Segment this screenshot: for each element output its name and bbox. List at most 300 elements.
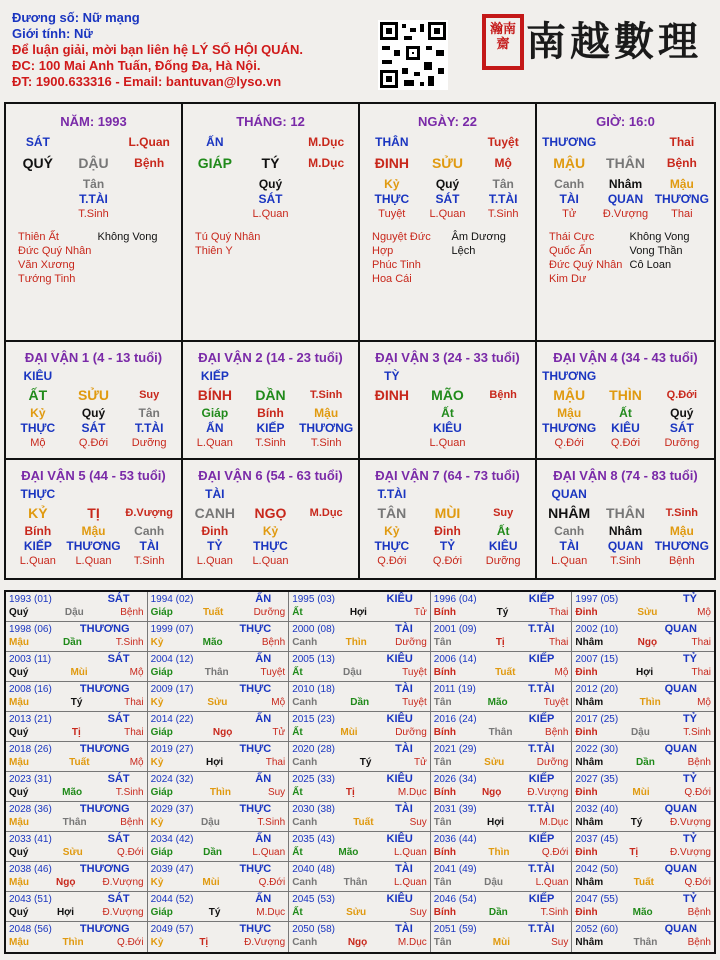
year-branch: Tý xyxy=(208,907,221,918)
year-stem: Nhâm xyxy=(575,697,604,708)
year-top xyxy=(575,923,711,936)
year-cell[interactable] xyxy=(289,772,431,802)
dai-van-ten-god xyxy=(541,487,710,502)
earthly-branch: THÌN xyxy=(609,387,642,403)
year-cell[interactable] xyxy=(289,922,431,952)
hidden-stem: Mậu xyxy=(81,524,106,538)
hidden-stem: Tân xyxy=(138,406,160,420)
star-item: Kim Dư xyxy=(549,273,587,285)
year-cell[interactable] xyxy=(289,622,431,652)
year-life-stage: M.Dục xyxy=(539,817,569,828)
year-cell[interactable] xyxy=(431,622,573,652)
year-stem: Giáp xyxy=(150,907,173,918)
year-stem: Nhâm xyxy=(575,937,604,948)
hidden-ten-god-row xyxy=(10,421,177,436)
year-stem: Mậu xyxy=(9,697,29,708)
ten-god-can: THỰC xyxy=(20,487,56,501)
year-bottom xyxy=(434,816,569,829)
pillar-stem-branch xyxy=(541,156,710,171)
year-life-stage: L.Quan xyxy=(252,847,286,858)
year-branch: Tuất xyxy=(633,877,654,888)
earthly-branch: THÂN xyxy=(606,505,645,521)
year-top xyxy=(292,833,427,846)
year-cell[interactable] xyxy=(431,862,573,892)
year-stem: Kỷ xyxy=(150,637,164,648)
dai-van-stem-branch xyxy=(10,388,177,403)
hidden-stem: Quý xyxy=(435,177,460,191)
year-cell[interactable] xyxy=(431,802,573,832)
hidden-life-stage: T.Sinh xyxy=(487,208,519,220)
hidden-stem xyxy=(10,177,66,192)
year-ten-god: THỰC xyxy=(239,683,272,695)
year-label: 2027 (35) xyxy=(575,774,619,785)
year-stem: Bính xyxy=(433,727,457,738)
branch-life-stage: Suy xyxy=(139,389,160,401)
dai-van-3[interactable] xyxy=(360,342,537,460)
dai-van-6[interactable] xyxy=(183,460,360,578)
year-top xyxy=(575,893,711,906)
year-branch: Tị xyxy=(629,847,639,858)
hidden-ten-god-row xyxy=(10,539,177,554)
hidden-ten-god: TỶ xyxy=(439,539,456,553)
year-ten-god: ẤN xyxy=(255,713,272,725)
stars-right xyxy=(452,230,532,286)
year-top xyxy=(9,623,144,636)
year-cell[interactable] xyxy=(572,892,714,922)
year-cell[interactable] xyxy=(6,592,148,622)
ten-god-can: KIÊU xyxy=(23,369,53,383)
star-item: Tú Quý Nhân xyxy=(195,231,261,243)
year-life-stage: Q.Đới xyxy=(684,787,711,798)
hidden-stem-row xyxy=(541,524,710,539)
year-branch: Tị xyxy=(495,637,505,648)
year-cell[interactable] xyxy=(6,712,148,742)
year-cell[interactable] xyxy=(431,892,573,922)
year-cell[interactable] xyxy=(289,862,431,892)
year-cell[interactable] xyxy=(572,592,714,622)
dai-van-7[interactable] xyxy=(360,460,537,578)
year-life-stage: T.Sinh xyxy=(115,637,144,648)
year-label: 2035 (43) xyxy=(292,834,335,845)
pillar-title: GIỜ: 16:0 xyxy=(596,114,655,129)
year-cell[interactable] xyxy=(289,592,431,622)
year-bottom xyxy=(151,606,286,619)
year-top xyxy=(434,803,569,816)
year-life-stage: Mộ xyxy=(271,697,286,708)
year-ten-god: THƯƠNG xyxy=(79,863,130,875)
year-branch: Tý xyxy=(496,607,509,618)
year-stem: Tân xyxy=(433,877,452,888)
year-ten-god: T.TÀI xyxy=(528,863,555,875)
pillar-title: NĂM: 1993 xyxy=(60,114,127,129)
star-item: Văn Xương xyxy=(18,259,75,271)
hidden-life-stage: Q.Đới xyxy=(377,555,407,567)
year-branch: Thìn xyxy=(639,697,661,708)
year-top xyxy=(434,683,569,696)
year-top xyxy=(434,893,569,906)
year-cell[interactable] xyxy=(6,772,148,802)
year-stem: Đinh xyxy=(575,907,598,918)
year-branch: Thân xyxy=(633,937,658,948)
year-cell[interactable] xyxy=(148,772,290,802)
hidden-ten-god: THỰC xyxy=(20,421,56,435)
spacer xyxy=(597,135,653,150)
earthly-branch: THÂN xyxy=(606,155,645,171)
year-branch: Dậu xyxy=(64,607,84,618)
year-cell[interactable] xyxy=(148,682,290,712)
dai-van-2[interactable] xyxy=(183,342,360,460)
dai-van-ten-god xyxy=(10,487,177,502)
year-cell[interactable] xyxy=(148,652,290,682)
year-top xyxy=(575,863,711,876)
year-cell[interactable] xyxy=(148,712,290,742)
year-branch: Mùi xyxy=(340,727,358,738)
year-cell[interactable] xyxy=(6,742,148,772)
year-label: 2028 (36) xyxy=(9,804,52,815)
pillar-1 xyxy=(183,104,360,342)
year-life-stage: Bệnh xyxy=(687,757,711,768)
year-bottom xyxy=(434,906,569,919)
hidden-life-stage: L.Quan xyxy=(429,208,466,220)
year-cell[interactable] xyxy=(148,622,290,652)
year-label: 2038 (46) xyxy=(9,864,52,875)
hidden-stem: Quý xyxy=(670,406,694,420)
hidden-ten-god: TÀI xyxy=(559,539,579,553)
dai-van-8[interactable] xyxy=(537,460,714,578)
hidden-ten-god-row xyxy=(364,421,531,436)
year-cell[interactable] xyxy=(431,652,573,682)
year-label: 2001 (09) xyxy=(433,624,477,635)
year-stem: Canh xyxy=(292,697,318,708)
hidden-life-stage: T.Sinh xyxy=(310,437,342,449)
dai-van-5[interactable] xyxy=(6,460,183,578)
dai-van-stem-branch xyxy=(187,388,354,403)
year-cell[interactable] xyxy=(431,772,573,802)
spacer xyxy=(66,135,122,150)
year-stem: Canh xyxy=(292,817,318,828)
year-ten-god: ẤN xyxy=(255,833,272,845)
year-branch: Tuất xyxy=(203,607,224,618)
year-ten-god: TÀI xyxy=(395,923,413,935)
year-cell[interactable] xyxy=(289,802,431,832)
year-top xyxy=(434,773,569,786)
year-cell[interactable] xyxy=(289,682,431,712)
year-top xyxy=(151,623,286,636)
pillar-stem-branch xyxy=(364,156,531,171)
stars-right xyxy=(630,230,711,286)
year-cell[interactable] xyxy=(572,832,714,862)
year-bottom xyxy=(9,696,144,709)
year-label: 2046 (54) xyxy=(433,894,477,905)
year-top xyxy=(575,593,711,606)
dai-van-ten-god xyxy=(187,369,354,384)
year-bottom xyxy=(434,726,569,739)
year-label: 2020 (28) xyxy=(292,744,335,755)
year-ten-god: KIÊU xyxy=(386,593,413,605)
hidden-life-stage: Q.Đới xyxy=(610,437,641,449)
hidden-life-stage-row xyxy=(10,207,177,222)
year-ten-god: ẤN xyxy=(255,893,272,905)
year-stem: Quý xyxy=(9,847,29,858)
branch-life-stage: Bệnh xyxy=(666,156,697,170)
year-cell[interactable] xyxy=(572,772,714,802)
hidden-ten-god-row xyxy=(541,539,710,554)
qr-code[interactable] xyxy=(378,20,448,90)
year-cell[interactable] xyxy=(289,742,431,772)
owner-line: Đương số: Nữ mạng xyxy=(12,10,140,25)
year-bottom xyxy=(9,936,144,949)
year-cell[interactable] xyxy=(148,922,290,952)
year-cell[interactable] xyxy=(6,892,148,922)
year-life-stage: Mộ xyxy=(129,667,144,678)
year-cell[interactable] xyxy=(148,862,290,892)
year-bottom xyxy=(292,726,427,739)
hidden-stem: Kỷ xyxy=(384,177,400,191)
hidden-life-stage xyxy=(10,207,66,222)
year-cell[interactable] xyxy=(289,712,431,742)
hidden-life-stage: Dưỡng xyxy=(664,437,700,449)
hidden-life-stage: T.Sinh xyxy=(255,437,286,449)
year-cell[interactable] xyxy=(6,832,148,862)
year-cell[interactable] xyxy=(431,742,573,772)
year-ten-god: T.TÀI xyxy=(528,683,555,695)
year-bottom xyxy=(292,786,427,799)
hidden-ten-god-row xyxy=(541,192,710,207)
year-top xyxy=(9,593,144,606)
year-cell[interactable] xyxy=(572,682,714,712)
year-bottom xyxy=(292,756,427,769)
year-ten-god: THỰC xyxy=(239,743,272,755)
year-stem: Quý xyxy=(9,607,29,618)
year-cell[interactable] xyxy=(431,922,573,952)
year-cell[interactable] xyxy=(6,862,148,892)
year-branch: Thìn xyxy=(488,847,510,858)
hidden-stem: Kỷ xyxy=(262,524,279,538)
year-life-stage: Bệnh xyxy=(687,937,711,948)
year-label: 1993 (01) xyxy=(9,594,52,605)
year-stem: Bính xyxy=(433,667,457,678)
star-item: Đức Quý Nhân xyxy=(18,245,92,257)
hidden-ten-god-row xyxy=(364,192,531,207)
hidden-ten-god: THỰC xyxy=(374,192,410,206)
year-bottom xyxy=(575,936,711,949)
dai-van-1[interactable] xyxy=(6,342,183,460)
year-life-stage: Q.Đới xyxy=(541,847,569,858)
year-top xyxy=(292,893,427,906)
year-cell[interactable] xyxy=(572,652,714,682)
year-life-stage: Thai xyxy=(548,637,569,648)
star-item: Thái Cực xyxy=(549,231,595,243)
header xyxy=(0,0,720,100)
hidden-life-stage: L.Quan xyxy=(19,555,56,567)
year-label: 2012 (20) xyxy=(575,684,619,695)
hidden-stem: Ất xyxy=(496,524,510,538)
dai-van-title: ĐẠI VẬN 3 (24 - 33 tuổi) xyxy=(375,350,520,365)
year-label: 2031 (39) xyxy=(433,804,477,815)
year-stem: Đinh xyxy=(575,667,598,678)
year-cell[interactable] xyxy=(148,832,290,862)
year-bottom xyxy=(9,726,144,739)
year-life-stage: Q.Đới xyxy=(684,877,711,888)
hidden-life-stage xyxy=(298,554,354,569)
hidden-life-stage: Q.Đới xyxy=(432,555,463,567)
hidden-ten-god: THƯƠNG xyxy=(299,421,354,435)
year-life-stage: Thai xyxy=(691,667,711,678)
year-bottom xyxy=(9,636,144,649)
year-top xyxy=(9,833,144,846)
year-label: 1996 (04) xyxy=(433,594,477,605)
year-branch: Thân xyxy=(343,877,368,888)
hidden-ten-god: TỶ xyxy=(207,539,223,553)
year-top xyxy=(9,743,144,756)
pillar-stem-branch xyxy=(10,156,177,171)
year-life-stage: Mộ xyxy=(697,697,711,708)
hidden-stem xyxy=(121,177,177,192)
year-branch: Ngọ xyxy=(481,787,502,798)
year-bottom xyxy=(151,726,286,739)
year-cell[interactable] xyxy=(572,862,714,892)
hidden-life-stage: L.Quan xyxy=(252,555,289,567)
year-cell[interactable] xyxy=(431,592,573,622)
star-item: Đức Quý Nhân xyxy=(549,259,623,271)
year-label: 2030 (38) xyxy=(292,804,335,815)
branch-life-stage: M.Dục xyxy=(308,156,345,170)
year-cell[interactable] xyxy=(431,832,573,862)
hidden-stem: Bính xyxy=(257,406,284,420)
year-cell[interactable] xyxy=(572,742,714,772)
year-cell[interactable] xyxy=(6,652,148,682)
ten-god-can: TỲ xyxy=(384,369,400,383)
year-top xyxy=(575,653,711,666)
dai-van-4[interactable] xyxy=(537,342,714,460)
year-ten-god: THƯƠNG xyxy=(79,623,130,635)
year-cell[interactable] xyxy=(289,652,431,682)
year-branch: Thìn xyxy=(345,637,367,648)
heavenly-stem: MẬU xyxy=(553,155,586,171)
year-ten-god: SÁT xyxy=(107,833,130,845)
year-top xyxy=(9,773,144,786)
dai-van-title: ĐẠI VẬN 6 (54 - 63 tuổi) xyxy=(198,468,343,483)
year-ten-god: KIẾP xyxy=(528,713,555,725)
year-cell[interactable] xyxy=(148,592,290,622)
year-life-stage: L.Quan xyxy=(393,877,427,888)
hidden-life-stage xyxy=(298,207,354,222)
year-bottom xyxy=(434,666,569,679)
year-bottom xyxy=(575,816,711,829)
year-ten-god: KIÊU xyxy=(386,653,413,665)
year-label: 2047 (55) xyxy=(575,894,619,905)
hidden-stem: Quý xyxy=(258,177,283,191)
dai-van-title: ĐẠI VẬN 8 (74 - 83 tuổi) xyxy=(553,468,698,483)
year-cell[interactable] xyxy=(431,682,573,712)
year-bottom xyxy=(575,666,711,679)
year-label: 2004 (12) xyxy=(150,654,194,665)
year-cell[interactable] xyxy=(572,712,714,742)
hidden-stem xyxy=(298,524,354,539)
year-cell[interactable] xyxy=(431,712,573,742)
year-ten-god: SÁT xyxy=(107,893,130,905)
year-cell[interactable] xyxy=(148,742,290,772)
year-cell[interactable] xyxy=(6,682,148,712)
gender-line: Giới tính: Nữ xyxy=(12,26,93,41)
phone-email-line[interactable]: ĐT: 1900.633316 - Email: bantuvan@lyso.vn xyxy=(12,74,282,89)
pillar-top-row xyxy=(364,135,531,150)
year-bottom xyxy=(9,756,144,769)
year-stem: Tân xyxy=(433,637,452,648)
hidden-life-stage: Mộ xyxy=(30,437,46,449)
year-branch: Dần xyxy=(635,757,655,768)
year-branch: Thìn xyxy=(62,937,84,948)
hidden-life-stage: Dưỡng xyxy=(131,437,167,449)
year-cell[interactable] xyxy=(289,832,431,862)
year-top xyxy=(151,773,286,786)
year-stem: Quý xyxy=(9,907,29,918)
hidden-life-stage-row xyxy=(10,436,177,451)
year-label: 2051 (59) xyxy=(433,924,477,935)
pillar-grid xyxy=(4,102,716,580)
year-life-stage: Suy xyxy=(409,907,427,918)
hidden-life-stage-row xyxy=(541,554,710,569)
hidden-stem: Mậu xyxy=(669,177,694,191)
year-life-stage: Tuyệt xyxy=(260,667,286,678)
year-label: 2022 (30) xyxy=(575,744,619,755)
hidden-stem-row xyxy=(364,177,531,192)
earthly-branch: DẦN xyxy=(255,387,286,403)
year-label: 2009 (17) xyxy=(150,684,194,695)
year-cell[interactable] xyxy=(148,802,290,832)
year-cell[interactable] xyxy=(572,802,714,832)
heavenly-stem: CANH xyxy=(194,505,236,521)
dai-van-title: ĐẠI VẬN 5 (44 - 53 tuổi) xyxy=(21,468,166,483)
earthly-branch: TÝ xyxy=(261,155,280,171)
year-cell[interactable] xyxy=(148,892,290,922)
hidden-ten-god: THỰC xyxy=(374,539,410,553)
year-life-stage: Đ.Vượng xyxy=(527,787,569,798)
year-cell[interactable] xyxy=(6,622,148,652)
year-bottom xyxy=(9,846,144,859)
heavenly-stem: GIÁP xyxy=(197,155,232,171)
year-cell[interactable] xyxy=(6,922,148,952)
year-branch: Thân xyxy=(62,817,87,828)
year-bottom xyxy=(575,786,711,799)
year-branch: Tý xyxy=(359,757,372,768)
hidden-life-stage-row xyxy=(187,554,354,569)
year-ten-god: QUAN xyxy=(664,683,697,695)
year-top xyxy=(575,833,711,846)
hidden-ten-god-row xyxy=(541,421,710,436)
hidden-stem xyxy=(298,177,354,192)
hidden-ten-god: TÀI xyxy=(139,539,159,553)
year-stem: Tân xyxy=(433,817,452,828)
year-stem: Đinh xyxy=(575,607,598,618)
earthly-branch: MÃO xyxy=(431,387,464,403)
year-life-stage: Dưỡng xyxy=(253,607,286,618)
year-cell[interactable] xyxy=(572,922,714,952)
year-bottom xyxy=(9,666,144,679)
earthly-branch: SỬU xyxy=(431,155,464,171)
year-top xyxy=(434,743,569,756)
ten-god-can: KIẾP xyxy=(200,369,229,383)
year-bottom xyxy=(151,876,286,889)
year-cell[interactable] xyxy=(289,892,431,922)
hidden-stem: Nhâm xyxy=(608,177,643,191)
ten-god-can: TÀI xyxy=(205,487,225,501)
year-stem: Nhâm xyxy=(575,877,604,888)
earthly-branch: NGỌ xyxy=(254,505,287,521)
year-cell[interactable] xyxy=(572,622,714,652)
year-cell[interactable] xyxy=(6,802,148,832)
year-ten-god: KIÊU xyxy=(386,893,413,905)
